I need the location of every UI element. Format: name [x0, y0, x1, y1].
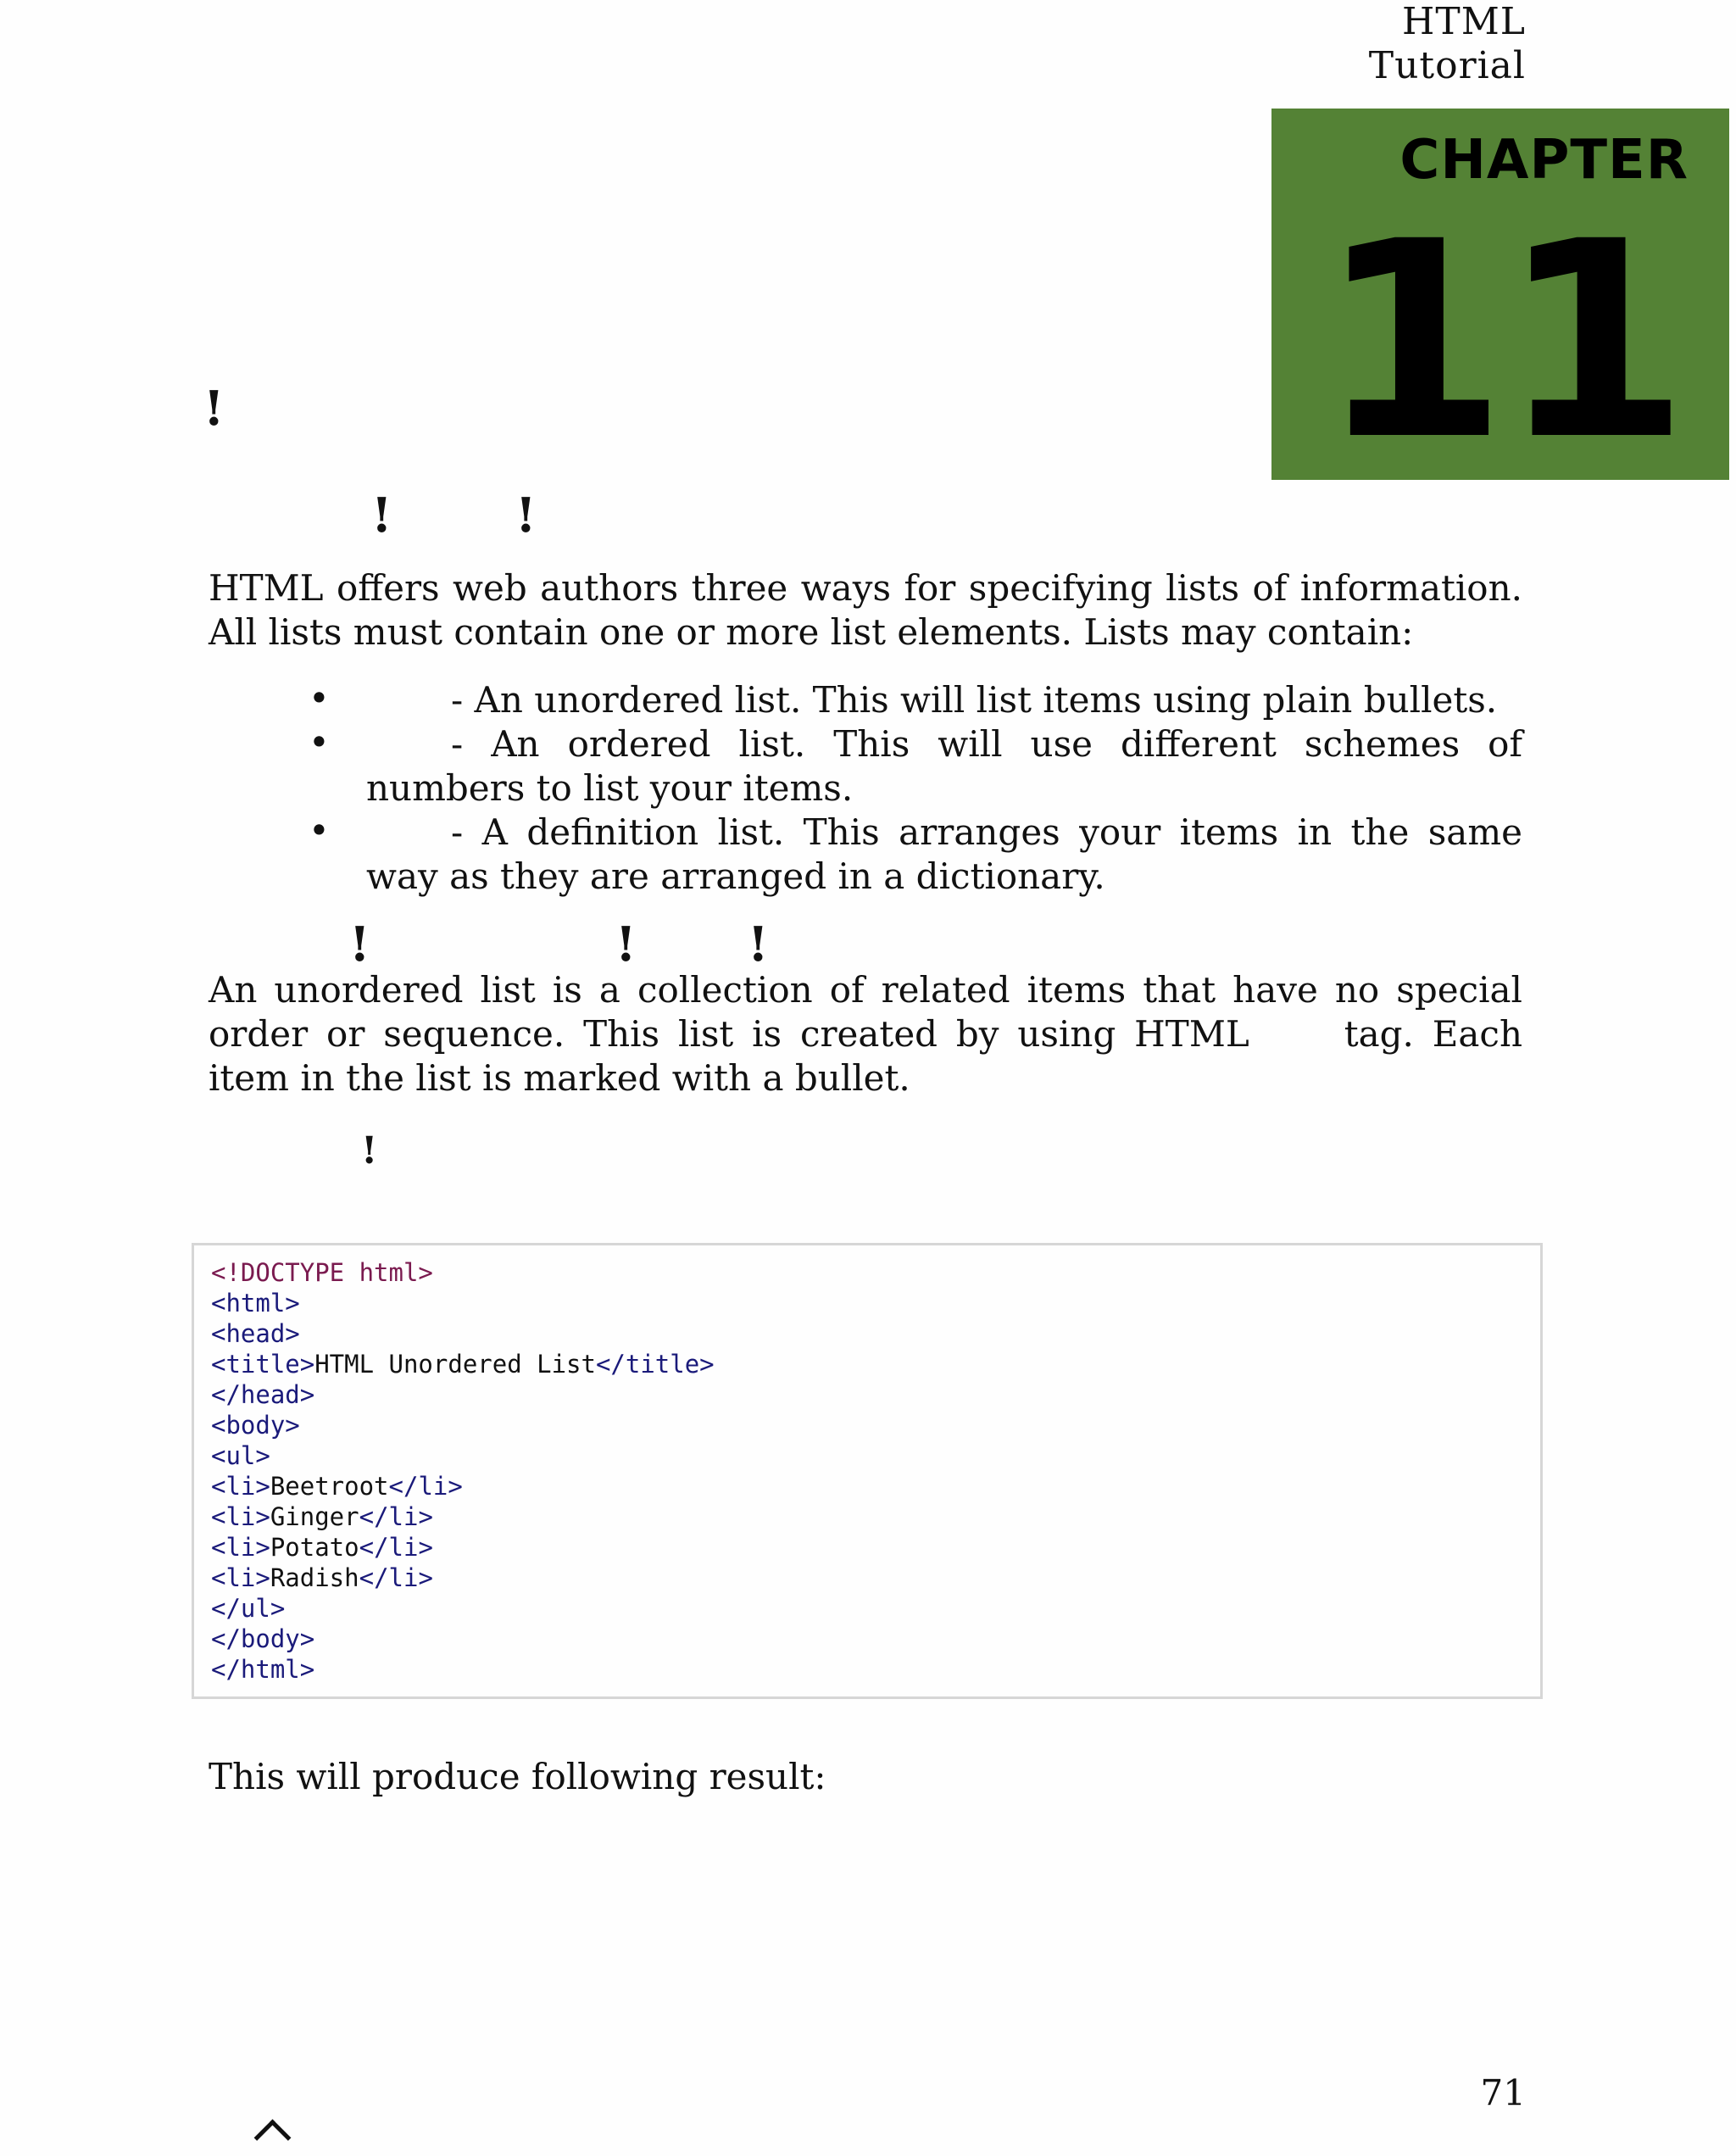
code-token: <li> — [211, 1563, 270, 1592]
code-line — [211, 1502, 433, 1531]
heading-glyph: ! — [515, 487, 537, 543]
list-item-text: - A definition list. This arranges your items in the same way as they are arranged in a dictionary. — [366, 811, 1522, 897]
code-token: </li> — [359, 1502, 433, 1531]
code-line — [211, 1289, 300, 1318]
code-token: </html> — [211, 1655, 315, 1684]
code-line — [211, 1655, 314, 1684]
heading-glyph: ! — [615, 916, 637, 972]
heading-glyph: ! — [748, 916, 769, 972]
code-line — [211, 1411, 300, 1440]
code-line — [211, 1380, 314, 1409]
list-item: • - An ordered list. This will use different schemes of numbers to list your items. — [309, 721, 1522, 809]
chevron-up-icon — [254, 2120, 292, 2156]
code-line — [211, 1563, 433, 1592]
code-line — [211, 1624, 314, 1653]
code-line — [211, 1472, 463, 1501]
code-line — [211, 1319, 300, 1348]
code-token: </ul> — [211, 1594, 286, 1623]
page-number: 71 — [1480, 2072, 1526, 2114]
chapter-label: CHAPTER — [1399, 129, 1689, 192]
heading-glyph: ! — [203, 381, 225, 437]
heading-glyph: ! — [371, 487, 392, 543]
code-token: <title> — [211, 1350, 315, 1379]
chapter-badge — [1271, 109, 1729, 499]
chapter-number: 11 — [1318, 184, 1683, 499]
code-token: <li> — [211, 1472, 270, 1501]
code-token: </body> — [211, 1624, 315, 1653]
code-token: <head> — [211, 1319, 300, 1348]
code-token: <html> — [211, 1289, 300, 1318]
heading-glyph: ! — [349, 916, 370, 972]
code-token: <li> — [211, 1502, 270, 1531]
code-line — [211, 1533, 433, 1562]
code-token: </li> — [388, 1472, 463, 1501]
list-item: • - A definition list. This arranges your items in the same way as they are arranged in a dictionary. — [309, 810, 1522, 897]
code-token: </li> — [359, 1563, 433, 1592]
code-token: Beetroot — [270, 1472, 389, 1501]
code-example — [192, 1243, 1543, 1699]
code-token: <body> — [211, 1411, 300, 1440]
code-token: </li> — [359, 1533, 433, 1562]
code-line — [211, 1258, 433, 1287]
unordered-text-before: An unordered list is a collection of related items that have no special order or sequence. This list is created by using HTML — [209, 969, 1522, 1055]
list-types — [209, 678, 1522, 899]
result-text: This will produce following result: — [209, 1756, 826, 1797]
code-token: Ginger — [270, 1502, 359, 1531]
code-block — [211, 1257, 715, 1685]
list-item-text: - An unordered list. This will list items using plain bullets. — [451, 679, 1498, 721]
intro-paragraph: HTML offers web authors three ways for specifying lists of information. All lists must contain one or more list elements. Lists may contain: — [209, 567, 1522, 653]
unordered-text-after: tag. Each item in the list is marked with a bullet. — [209, 1013, 1523, 1099]
code-line — [211, 1441, 270, 1470]
code-token: <li> — [211, 1533, 270, 1562]
running-header: HTML Tutorial — [1368, 0, 1526, 87]
list-item: • - An unordered list. This will list items using plain bullets. — [309, 677, 1498, 721]
code-line — [211, 1594, 285, 1623]
code-token: Potato — [270, 1533, 359, 1562]
list-item-text: - An ordered list. This will use different schemes of numbers to list your items. — [366, 723, 1522, 809]
unordered-paragraph — [209, 968, 1522, 1100]
heading-glyph: ! — [361, 1129, 378, 1173]
code-token: <!DOCTYPE html> — [211, 1258, 433, 1287]
code-token: <ul> — [211, 1441, 270, 1470]
code-token: </head> — [211, 1380, 315, 1409]
code-token: Radish — [270, 1563, 359, 1592]
code-line — [211, 1350, 715, 1379]
code-token: </title> — [595, 1350, 715, 1379]
code-token: HTML Unordered List — [314, 1350, 596, 1379]
